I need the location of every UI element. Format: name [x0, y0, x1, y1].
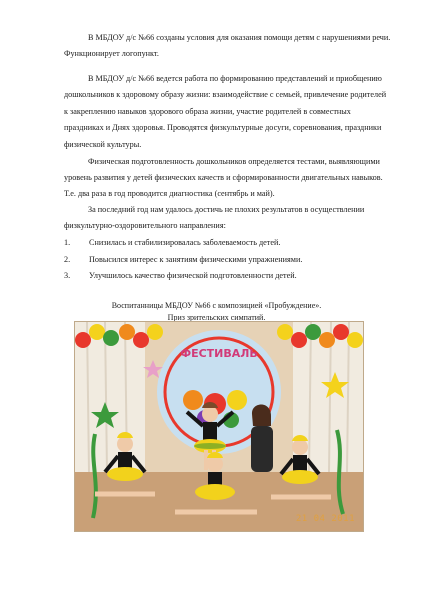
- list-text: Повысился интерес к занятиям физическими упражнениями.: [89, 254, 303, 264]
- caption-line1: Воспитанницы МБДОУ №66 с композицией «Пробуждение».: [111, 301, 322, 310]
- list-item: [64, 268, 302, 285]
- paragraph-health-line2: дошкольников к здоровому образу жизни: взаимодействие с семьей, привлечение родителей: [64, 90, 387, 99]
- list-text: Снизилась и стабилизировалась заболеваемость детей.: [89, 238, 281, 247]
- paragraph-health-line1: В МБДОУ д/с №66 ведется работа по формированию представлений и приобщению: [88, 74, 382, 83]
- paragraph-speech-line2: Функционирует логопункт.: [64, 49, 159, 58]
- list-number: 2.: [64, 254, 71, 264]
- paragraph-results-line2: физкультурно-оздоровительного направления:: [64, 221, 226, 230]
- caption-line2: Приз зрительских симпатий.: [167, 312, 266, 322]
- ribbon: [93, 434, 96, 518]
- paragraph-results-line1: За последний год нам удалось достичь не плохих результатов в осуществлении: [88, 205, 365, 214]
- list-item: [64, 252, 302, 269]
- paragraph-health-line5: физической культуры.: [64, 140, 142, 149]
- photo-date-stamp: 21 04 2011: [295, 514, 355, 524]
- paragraph-speech-line1: В МБДОУ д/с №66 созданы условия для оказания помощи детям с нарушениями речи.: [88, 33, 391, 42]
- paragraph-health-line4: праздниках и Днях здоровья. Проводятся физкультурные досуги, соревнования, праздники: [64, 123, 382, 132]
- list-number: 3.: [64, 271, 71, 281]
- festival-photo: [74, 321, 364, 532]
- paragraph-health-line3: к закреплению навыков здорового образа жизни, участие родителей в совместных: [64, 107, 351, 116]
- list-item: [64, 235, 302, 252]
- photo-caption: [0, 300, 433, 323]
- results-list: [64, 235, 302, 285]
- list-number: 1.: [64, 238, 71, 247]
- teacher-figure: [251, 405, 273, 473]
- paragraph-tests-line2: уровень развития у детей физических качеств и сформированности двигательных навыков.: [64, 173, 383, 182]
- photo-illustration: [75, 322, 363, 531]
- paragraph-tests-line3: Т.е. два раза в год проводится диагностика (сентябрь и май).: [64, 189, 275, 198]
- paragraph-tests-line1: Физическая подготовленность дошкольников определяется тестами, выявляющими: [88, 157, 380, 166]
- list-text: Улучшилось качество физической подготовленности детей.: [89, 271, 297, 281]
- banner-word: ФЕСТИВАЛЬ: [180, 347, 258, 360]
